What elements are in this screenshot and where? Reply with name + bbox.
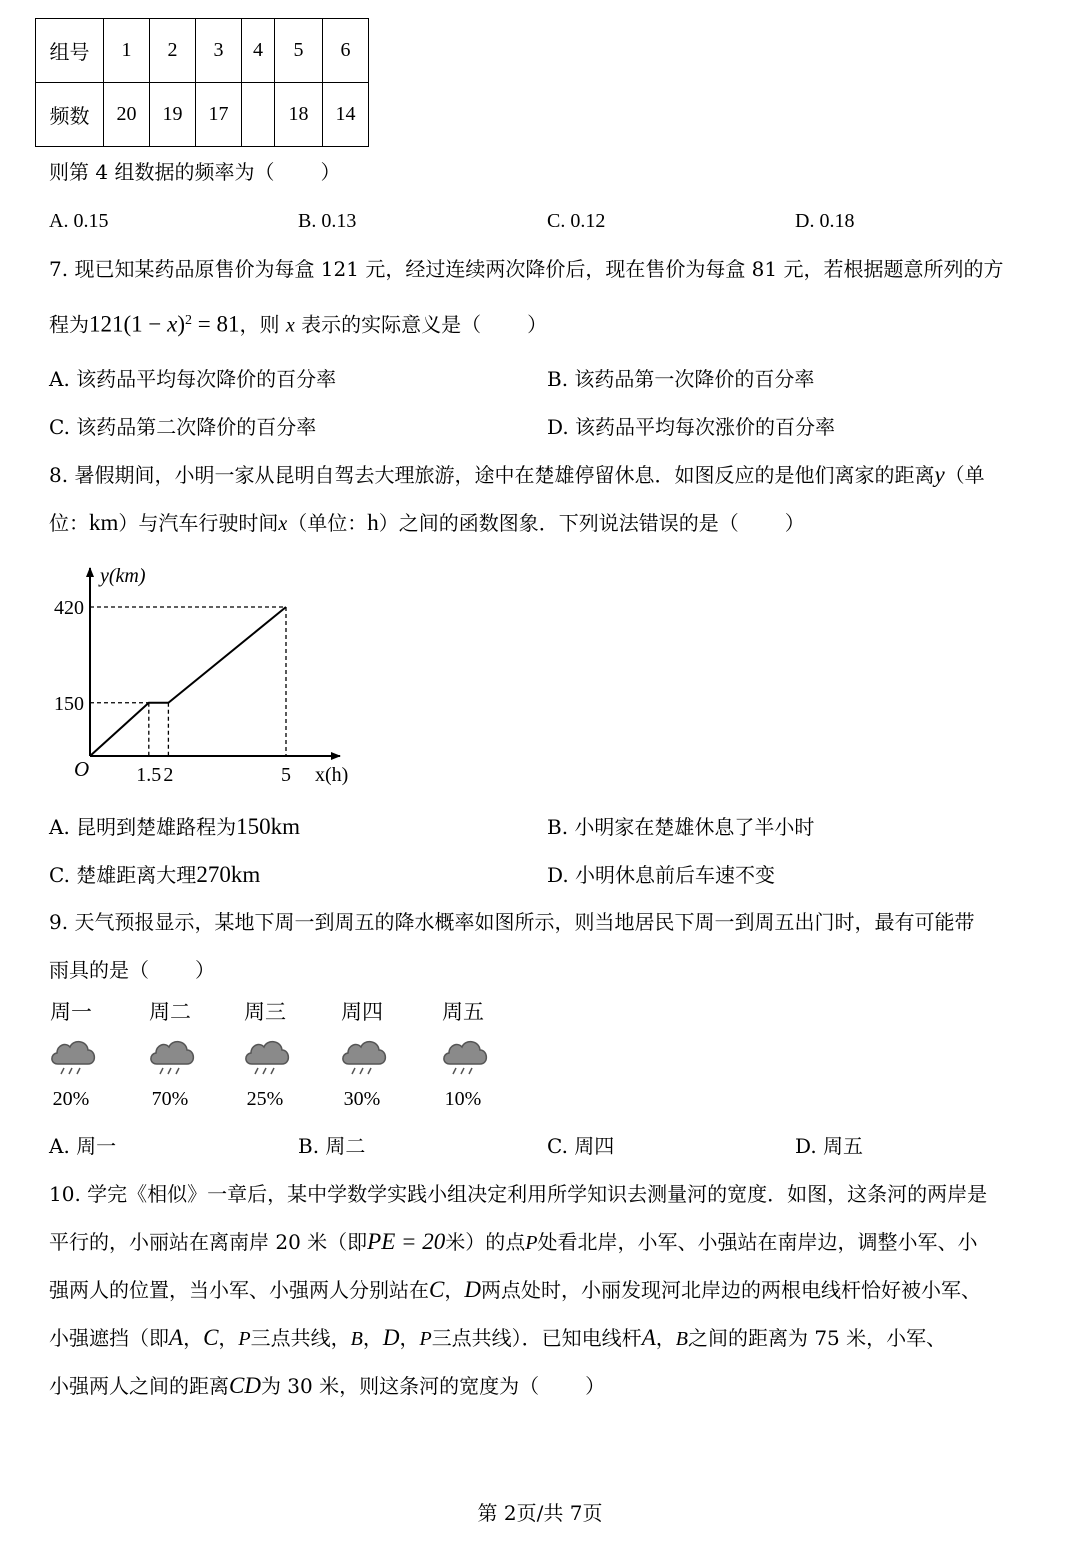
x-axis-label: x(h)	[315, 764, 349, 786]
table-cell: 3	[196, 19, 242, 83]
q6-option-d: D. 0.18	[795, 210, 855, 232]
table-cell: 5	[275, 19, 323, 83]
q7-option-b: B. 该药品第一次降价的百分率	[547, 367, 815, 391]
day-label: 周一	[50, 1000, 92, 1024]
precip-percent: 10%	[444, 1088, 482, 1110]
q7-line2: 程为$121(1 - x)^2 = 81$，则 x 表示的实际意义是（ ）	[49, 311, 548, 337]
q9-line2: 雨具的是（ ）	[49, 958, 215, 982]
rain-cloud-icon	[440, 1034, 490, 1078]
x-tick-label: 2	[163, 764, 174, 786]
weather-forecast	[0, 996, 1080, 1116]
q8-option-c: C. 楚雄距离大理270km	[49, 862, 261, 887]
day-label: 周三	[244, 1000, 286, 1024]
q6-option-a: A. 0.15	[49, 210, 109, 232]
table-cell	[242, 83, 275, 147]
y-axis-label: y(km)	[100, 565, 146, 587]
q10-line4: 小强遮挡（即A，C，P三点共线，B，D，P三点共线）．已知电线杆A，B之间的距离为 75 米，小军、	[49, 1325, 947, 1350]
table-row	[36, 19, 369, 83]
q8-option-b: B. 小明家在楚雄休息了半小时	[547, 815, 815, 839]
table-cell: 1	[104, 19, 150, 83]
q10-line5: 小强两人之间的距离CD为 30 米，则这条河的宽度为（ ）	[49, 1373, 606, 1398]
day-label: 周五	[442, 1000, 484, 1024]
frequency-table	[35, 18, 369, 147]
rain-cloud-icon	[147, 1034, 197, 1078]
q8-option-d: D. 小明休息前后车速不变	[547, 863, 776, 887]
table-cell: 20	[104, 83, 150, 147]
q9-option-b: B. 周二	[298, 1134, 366, 1158]
table-cell: 2	[150, 19, 196, 83]
rain-cloud-icon	[242, 1034, 292, 1078]
precip-percent: 70%	[151, 1088, 189, 1110]
precip-percent: 20%	[52, 1088, 90, 1110]
q6-option-b: B. 0.13	[298, 210, 357, 232]
q9-option-c: C. 周四	[547, 1134, 615, 1158]
q6-stem: 则第 4 组数据的频率为（ ）	[49, 160, 341, 184]
distance-time-chart	[0, 556, 380, 796]
y-tick-label: 420	[54, 597, 84, 619]
table-cell: 17	[196, 83, 242, 147]
y-tick-label: 150	[54, 692, 84, 715]
precip-percent: 30%	[343, 1088, 381, 1110]
q10-line1: 10. 学完《相似》一章后，某中学数学实践小组决定利用所学知识去测量河的宽度．如图，这条河的两岸是	[49, 1182, 988, 1206]
x-tick-label: 1.5	[136, 764, 162, 786]
q8-line1: 8. 暑假期间，小明一家从昆明自驾去大理旅游，途中在楚雄停留休息．如图反应的是他们离家的距离y（单	[49, 462, 985, 487]
rain-cloud-icon	[48, 1034, 98, 1078]
q6-option-c: C. 0.12	[547, 210, 606, 232]
q9-line1: 9. 天气预报显示，某地下周一到周五的降水概率如图所示，则当地居民下周一到周五出门时，最有可能带	[49, 910, 975, 934]
table-row	[36, 83, 369, 147]
table-cell: 组号	[36, 19, 104, 83]
q7-line1: 7. 现已知某药品原售价为每盒 121 元，经过连续两次降价后，现在售价为每盒 81 元，若根据题意所列的方	[49, 257, 1004, 281]
q8-line2: 位：km）与汽车行驶时间x（单位：h）之间的函数图象．下列说法错误的是（ ）	[49, 510, 805, 535]
table-cell: 14	[323, 83, 369, 147]
table-cell: 4	[242, 19, 275, 83]
page-footer: 第 2页/共 7页	[477, 1501, 603, 1525]
day-label: 周二	[149, 1000, 191, 1024]
q7-option-d: D. 该药品平均每次涨价的百分率	[547, 415, 836, 439]
q7-option-a: A. 该药品平均每次降价的百分率	[49, 367, 337, 391]
precip-percent: 25%	[246, 1088, 284, 1110]
q9-option-d: D. 周五	[795, 1134, 864, 1158]
q9-option-a: A. 周一	[49, 1134, 117, 1158]
table-cell: 19	[150, 83, 196, 147]
origin-label: O	[74, 757, 90, 781]
rain-cloud-icon	[339, 1034, 389, 1078]
q7-option-c: C. 该药品第二次降价的百分率	[49, 415, 317, 439]
table-cell: 6	[323, 19, 369, 83]
table-cell: 频数	[36, 83, 104, 147]
x-tick-label: 5	[281, 764, 291, 786]
table-cell: 18	[275, 83, 323, 147]
q10-line2: 平行的，小丽站在离南岸 20 米（即PE = 20米）的点P处看北岸，小军、小强站在南岸边，调整小军、小	[49, 1229, 978, 1254]
day-label: 周四	[341, 1000, 383, 1024]
series-line	[90, 607, 286, 756]
q10-line3: 强两人的位置，当小军、小强两人分别站在C，D两点处时，小丽发现河北岸边的两根电线杆恰好被小军、	[49, 1277, 981, 1302]
q8-option-a: A. 昆明到楚雄路程为150km	[49, 814, 301, 839]
